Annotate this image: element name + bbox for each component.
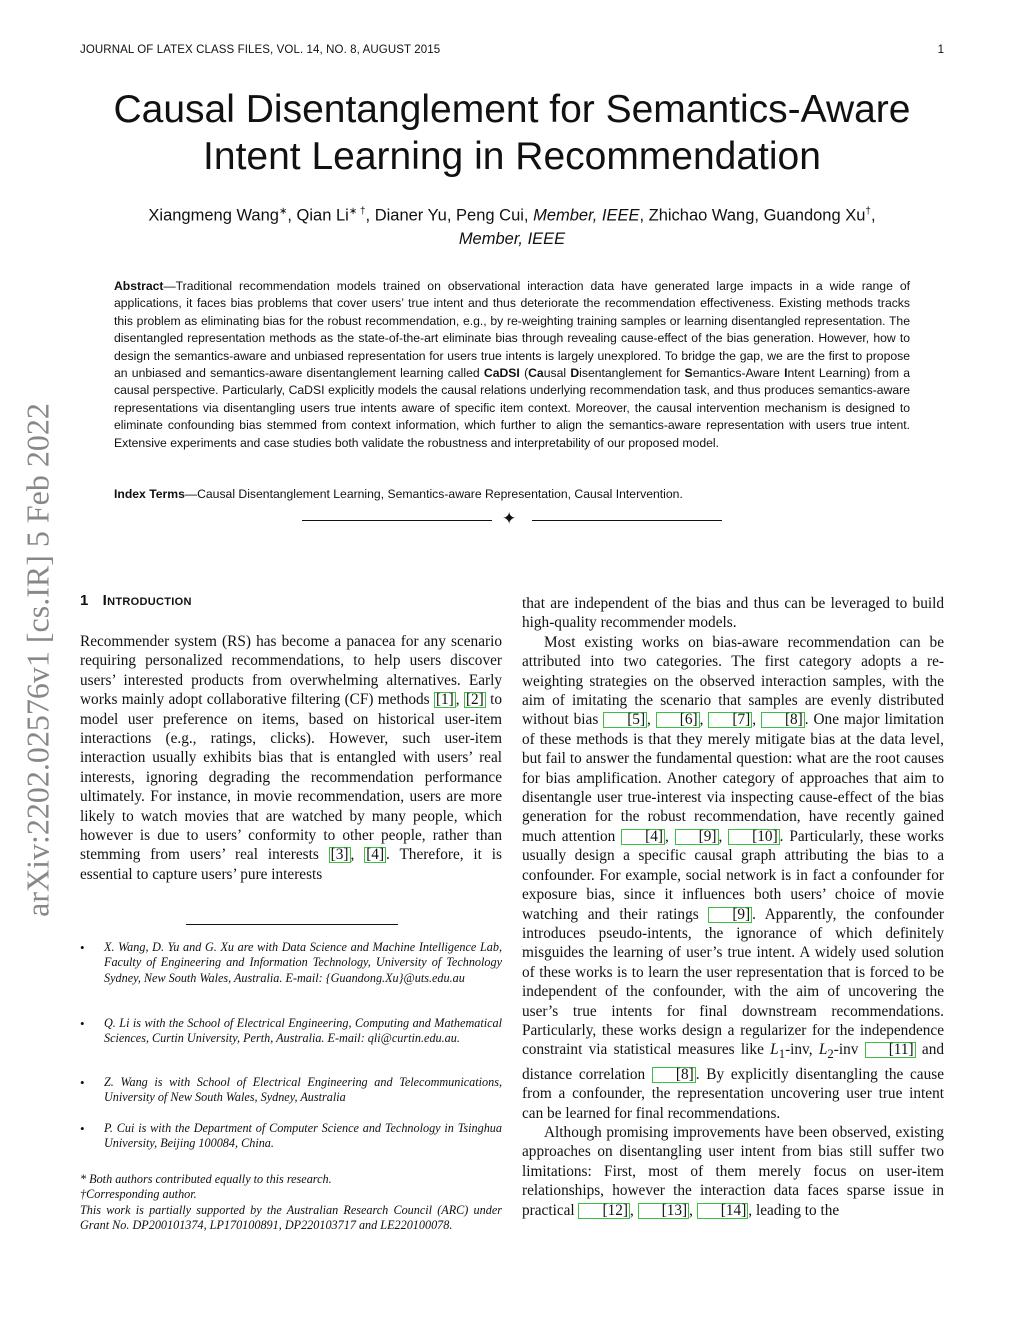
- citation-link[interactable]: [3]: [330, 846, 349, 864]
- equal-contribution-note: * Both authors contributed equally to this research.: [80, 1172, 332, 1186]
- affiliation-note: [80, 940, 502, 986]
- paragraph: [80, 632, 502, 884]
- corresponding-mark: ∗ †: [348, 206, 366, 217]
- funding-note: This work is partially supported by the Australian Research Council (ARC) under Grant No. DP200101374, LP170100891, DP220103717 and LE220100078.: [80, 1202, 502, 1233]
- body-text: ,: [629, 1201, 638, 1219]
- citation-link[interactable]: [8]: [652, 1067, 696, 1083]
- author-names: ,: [870, 206, 876, 225]
- body-text: ,: [718, 827, 729, 845]
- body-text: ,: [665, 827, 675, 845]
- citation-link[interactable]: [10]: [728, 829, 780, 845]
- index-terms-label: Index Terms: [114, 487, 185, 501]
- acronym-letter: S: [684, 366, 693, 381]
- acronym-letter: D: [570, 366, 580, 381]
- math-subscript: 1: [778, 1047, 786, 1062]
- index-terms-dash: —: [184, 487, 198, 501]
- citation-link[interactable]: [12]: [578, 1203, 630, 1219]
- abstract-text: ntent Learning: [787, 366, 867, 381]
- body-text: . Therefore, it is essential to capture users’ pure interests: [80, 846, 502, 883]
- citation-link[interactable]: [4]: [621, 829, 665, 845]
- abstract-text: (: [519, 366, 529, 381]
- body-text: ,: [647, 711, 656, 729]
- citation-link[interactable]: [9]: [675, 829, 719, 845]
- citation-link[interactable]: [9]: [708, 907, 752, 923]
- citation-link[interactable]: [6]: [656, 712, 700, 728]
- body-text: ,: [455, 691, 464, 709]
- citation-link[interactable]: [7]: [708, 712, 752, 728]
- running-head: JOURNAL OF LATEX CLASS FILES, VOL. 14, NO. 8, AUGUST 2015: [80, 44, 441, 56]
- body-text: , leading to the: [748, 1201, 840, 1219]
- author-names: , Qian Li: [287, 206, 349, 225]
- author-names: , Zhichao Wang, Guandong Xu: [639, 206, 866, 225]
- body-text: ,: [689, 1201, 697, 1219]
- math-subscript: 2: [827, 1047, 834, 1062]
- abstract-text: emantics-Aware: [692, 366, 785, 381]
- affiliation-note: [80, 1075, 502, 1106]
- divider-rule: [532, 520, 722, 521]
- abstract: [114, 278, 910, 452]
- citation-link[interactable]: [14]: [697, 1203, 749, 1219]
- paper-title: Causal Disentanglement for Semantics-Aware Intent Learning in Recommendation: [113, 88, 911, 178]
- abstract-label: Abstract: [114, 279, 164, 293]
- citation-link[interactable]: [1]: [435, 691, 454, 709]
- abstract-text: Traditional recommendation models trained on observational interaction data have generated large impacts in a wide range of applications, it faces bias problems that cover users’ true intent and thus deteriorate the recommendation effectiveness. Existing methods tracks this problem as eliminating bias for the robust recommendation, e.g., by re-weighting training samples or learning disentangled representation. The disentangled representation methods as the state-of-the-art eliminate bias through revealing cause-effect of the bias generation. However, how to design the semantics-aware and unbiased representation for users true intents is largely unexplored. To bridge the gap, we are the first to propose an unbiased and semantics-aware disentanglement learning called: [114, 279, 910, 381]
- diamond-icon: ✦: [502, 509, 517, 529]
- abstract-text: usal: [543, 366, 571, 381]
- section-title: Introduction: [102, 592, 192, 609]
- affiliation-note: [80, 1016, 502, 1047]
- body-text: and distance correlation: [522, 1041, 945, 1083]
- math-symbol: L: [818, 1041, 828, 1059]
- body-text: . Apparently, the confounder introduces pseudo-intents, the ignorance of which definitely misguides the learning of user’s true intent. A widely used solution of these works is to learn the user representation that is forced to be independent of the confounder, with the aim of uncovering the user’s true intents for final downstream recommendations. Particularly, these works design a regularizer for the independence constraint via statistical measures like: [522, 905, 944, 1059]
- body-text: Recommender system (RS) has become a panacea for any scenario requiring personalized recommendations, to help users discover users’ interested products from overwhelming alternatives. Early works mainly adopt collaborative filtering (CF) methods: [80, 633, 502, 709]
- affiliation-text: Z. Wang is with School of Electrical Engineering and Telecommunications, University of New South Wales, Sydney, Australia: [104, 1075, 502, 1105]
- footnotes: [80, 1172, 502, 1234]
- body-text: . By explicitly disentangling the cause from a confounder, the representation uncovering user true intent can be learned for final recommendations.: [522, 1065, 944, 1122]
- citation-link[interactable]: [11]: [865, 1042, 916, 1058]
- paragraph: that are independent of the bias and thus can be leveraged to build high-quality recommender models.: [522, 595, 944, 632]
- acronym-letter: I: [784, 366, 788, 381]
- math-symbol: L: [770, 1041, 779, 1059]
- body-text: Although promising improvements have been observed, existing approaches on disentangling user intent from bias still suffer two limitations: First, most of them merely focus on user-item relationships, however the interaction data faces sparse issue in practical: [522, 1124, 944, 1219]
- citation-link[interactable]: [4]: [366, 846, 385, 864]
- left-column: [80, 632, 502, 884]
- index-terms-text: Causal Disentanglement Learning, Semantics-aware Representation, Causal Intervention.: [197, 487, 683, 501]
- affiliation-text: P. Cui is with the Department of Computer Science and Technology in Tsinghua University, Beijing 100084, China.: [104, 1121, 502, 1151]
- author-list: [90, 200, 934, 251]
- bullet-icon: •: [80, 940, 85, 955]
- body-text: -inv: [833, 1041, 865, 1059]
- body-text: Most existing works on bias-aware recommendation can be attributed into two categories. The first category adopts a re-weighting strategies on the observed interaction samples, with the aim of imitating the scenario that samples are evenly distributed without bias: [522, 633, 944, 729]
- section-number: 1: [80, 592, 89, 609]
- arxiv-stamp: arXiv:2202.02576v1 [cs.IR] 5 Feb 2022: [19, 403, 56, 917]
- equal-contrib-mark: ∗: [278, 206, 288, 217]
- divider-rule: [302, 520, 492, 521]
- abstract-text: ) from a causal perspective. Particularly, CaDSI explicitly models the causal relations underlying recommendation task, and thus produces semantics-aware representations via disentangling users true intents aware of specific item context. Moreover, the causal intervention mechanism is designed to eliminate confounding bias stemmed from context information, which further to align the semantics-aware representation with users true intent. Extensive experiments and case studies both validate the robustness and interpretability of our proposed model.: [114, 366, 910, 450]
- bullet-icon: •: [80, 1075, 85, 1090]
- affiliation-text: Q. Li is with the School of Electrical Engineering, Computing and Mathematical Sciences, Curtin University, Perth, Australia. E-mail: qli@curtin.edu.au.: [104, 1016, 502, 1046]
- author-names: , Dianer Yu, Peng Cui,: [365, 206, 529, 225]
- author-names: Xiangmeng Wang: [148, 206, 279, 225]
- model-name: CaDSI: [483, 366, 520, 381]
- abstract-text: isentanglement for: [579, 366, 685, 381]
- paragraph: [522, 633, 944, 1123]
- corresponding-mark: †: [865, 206, 871, 217]
- body-text: ,: [752, 711, 761, 729]
- section-heading: [80, 592, 192, 609]
- affiliation-note: [80, 1121, 502, 1152]
- body-text: ,: [699, 711, 709, 729]
- citation-link[interactable]: [2]: [465, 691, 484, 709]
- body-text: to model user preference on items, based on historical user-item interactions (e.g., ratings, clicks). However, such user-item interaction usually exhibits bias that is entangled with users’ real interests, ignoring degrading the recommendation performance ultimately. For instance, in movie recommendation, users are more likely to watch movies that are watched by many people, which however is due to users’ conformity to other people, rather than stemming from users’ real interests: [80, 691, 502, 864]
- corresponding-author-note: †Corresponding author.: [80, 1187, 197, 1202]
- index-terms: [114, 486, 910, 503]
- page-number: 1: [937, 44, 944, 56]
- footnote-rule: [186, 924, 398, 925]
- body-text: -inv,: [785, 1041, 819, 1059]
- body-text: ,: [350, 846, 365, 864]
- body-text: . Particularly, these works usually design a specific causal graph attributing the bias to a confounder. For example, social network is in fact a confounder for exposure bias, since it influences both users’ choice of movie watching and their ratings: [522, 827, 944, 923]
- citation-link[interactable]: [13]: [638, 1203, 690, 1219]
- bullet-icon: •: [80, 1016, 85, 1031]
- paragraph: [522, 1123, 944, 1220]
- citation-link[interactable]: [5]: [603, 712, 647, 728]
- citation-link[interactable]: [8]: [761, 712, 805, 728]
- bullet-icon: •: [80, 1121, 85, 1136]
- affiliation-text: X. Wang, D. Yu and G. Xu are with Data Science and Machine Intelligence Lab, Faculty of Engineering and Information Technology, University of Technology Sydney, New South Wales, Australia. E-mail: {Guandong.Xu}@uts.edu.au: [104, 940, 502, 985]
- member-title: Member, IEEE: [458, 229, 566, 248]
- body-text: . One major limitation of these methods is that they merely mitigate bias at the data level, but fail to answer the fundamental question: what are the root causes for bias amplification. Another category of approaches that aim to disentangle user true-interest via inspecting cause-effect of the bias generation for the robust recommendation, have recently gained much attention: [522, 711, 944, 845]
- member-title: Member, IEEE: [533, 206, 640, 225]
- abstract-dash: —: [163, 279, 176, 293]
- right-column: [522, 594, 944, 1220]
- acronym-letter: Ca: [528, 366, 544, 381]
